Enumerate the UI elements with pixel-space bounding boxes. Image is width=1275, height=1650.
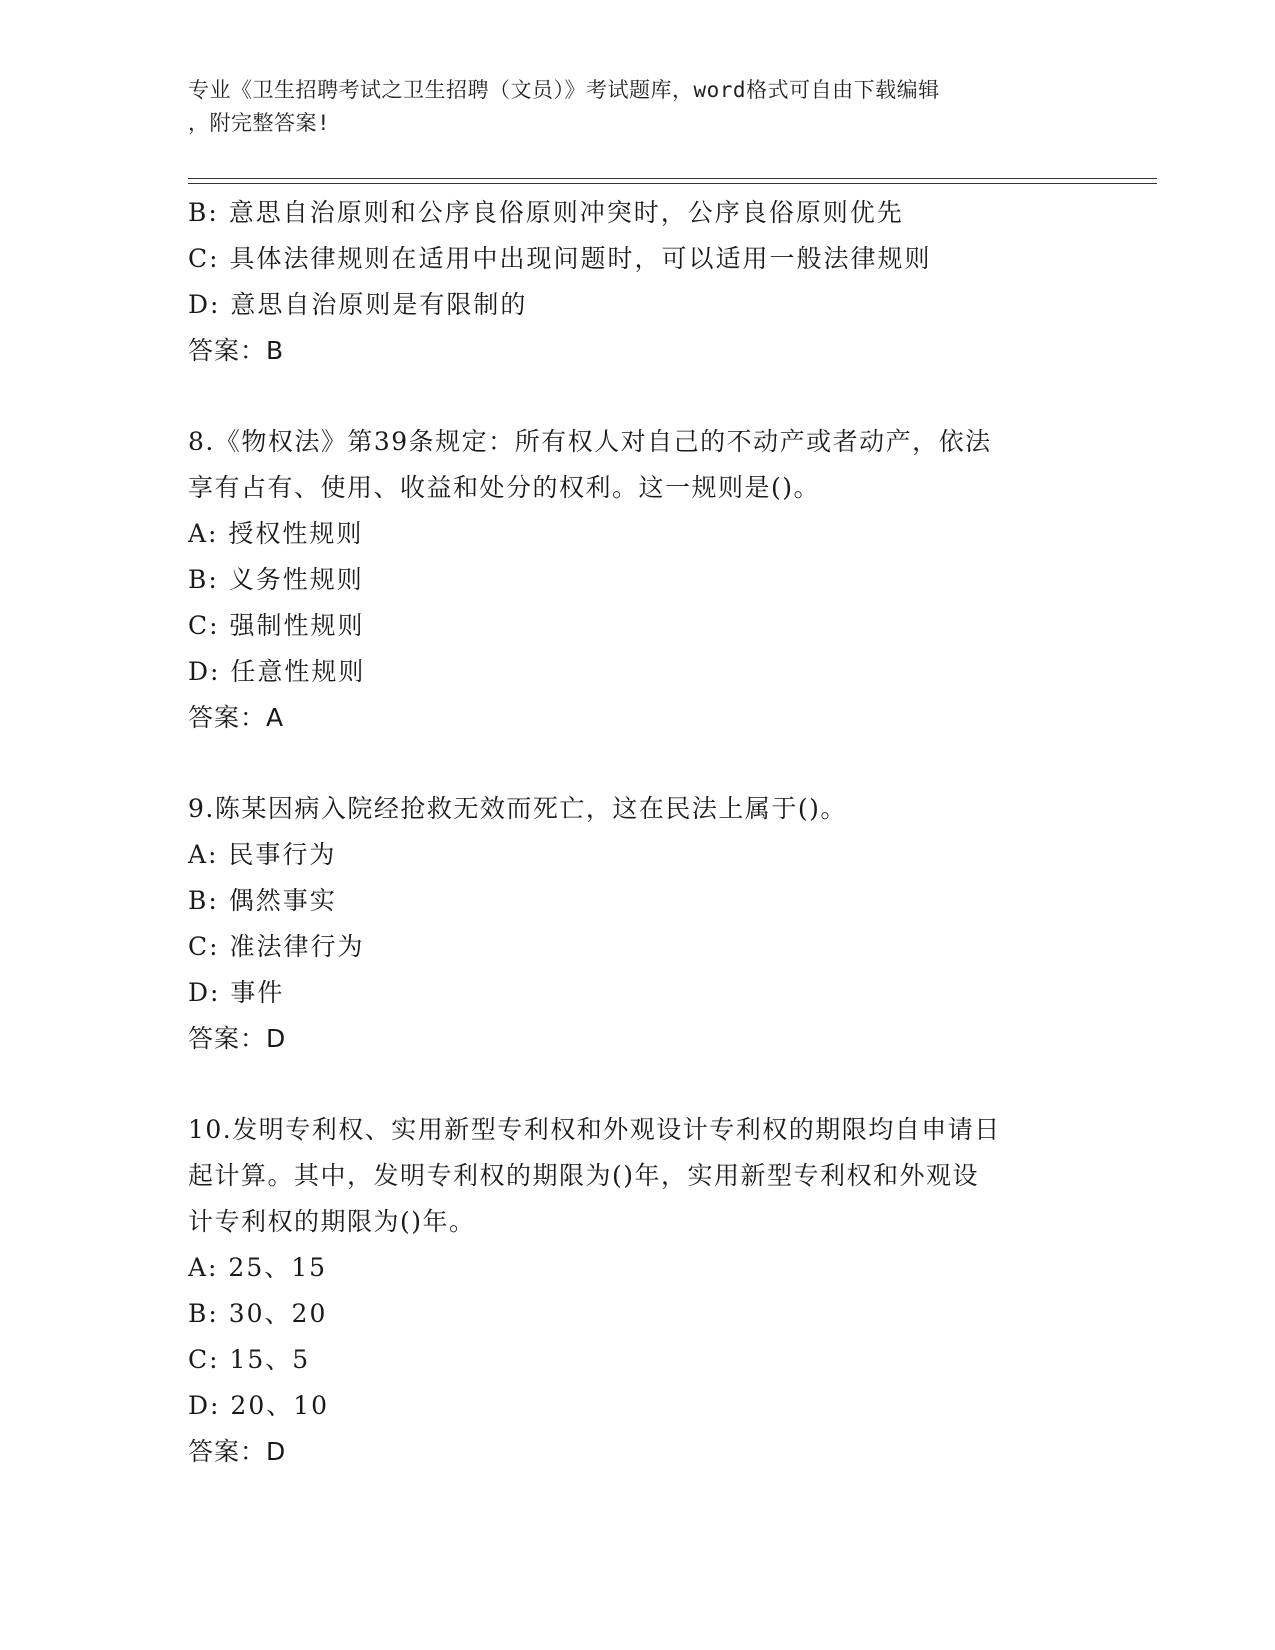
question-block: [188, 190, 1088, 374]
option-line: C: 15、5: [188, 1345, 311, 1374]
question-stem: 享有占有、使用、收益和处分的权利。这一规则是()。: [188, 473, 821, 502]
option-line: B: 意思自治原则和公序良俗原则冲突时，公序良俗原则优先: [188, 198, 904, 227]
option-line: C: 强制性规则: [188, 611, 365, 640]
option-line: B: 30、20: [188, 1299, 328, 1328]
answer-line: 答案：D: [188, 1024, 287, 1053]
answer-line: 答案：B: [188, 336, 285, 365]
option-line: A: 民事行为: [188, 840, 337, 869]
spacer: [188, 374, 1088, 419]
spacer: [188, 741, 1088, 786]
question-stem: 8.《物权法》第39条规定：所有权人对自己的不动产或者动产，依法: [188, 427, 992, 456]
header-line: ，附完整答案!: [188, 111, 331, 135]
option-line: D: 事件: [188, 978, 285, 1007]
option-line: D: 任意性规则: [188, 657, 366, 686]
question-stem: 9.陈某因病入院经抢救无效而死亡，这在民法上属于()。: [188, 794, 847, 823]
question-block: [188, 1107, 1088, 1475]
option-line: D: 意思自治原则是有限制的: [188, 290, 528, 319]
question-stem: 计专利权的期限为()年。: [188, 1207, 476, 1236]
answer-line: 答案：A: [188, 703, 285, 732]
header-line: 专业《卫生招聘考试之卫生招聘（文员）》考试题库，word格式可自由下载编辑: [188, 78, 940, 102]
option-line: C: 具体法律规则在适用中出现问题时，可以适用一般法律规则: [188, 244, 932, 273]
answer-line: 答案：D: [188, 1437, 287, 1466]
spacer: [188, 1062, 1088, 1107]
question-list: [188, 190, 1088, 1475]
option-line: A: 25、15: [188, 1253, 328, 1282]
option-line: B: 义务性规则: [188, 565, 364, 594]
question-stem: 10.发明专利权、实用新型专利权和外观设计专利权的期限均自申请日: [188, 1115, 1001, 1144]
option-line: A: 授权性规则: [188, 519, 364, 548]
option-line: C: 准法律行为: [188, 932, 365, 961]
header-divider: [188, 178, 1157, 179]
question-stem: 起计算。其中，发明专利权的期限为()年，实用新型专利权和外观设: [188, 1161, 980, 1190]
question-block: [188, 786, 1088, 1062]
question-block: [188, 419, 1088, 741]
document-header: [188, 74, 1068, 140]
option-line: D: 20、10: [188, 1391, 330, 1420]
option-line: B: 偶然事实: [188, 886, 337, 915]
header-divider: [188, 183, 1157, 184]
